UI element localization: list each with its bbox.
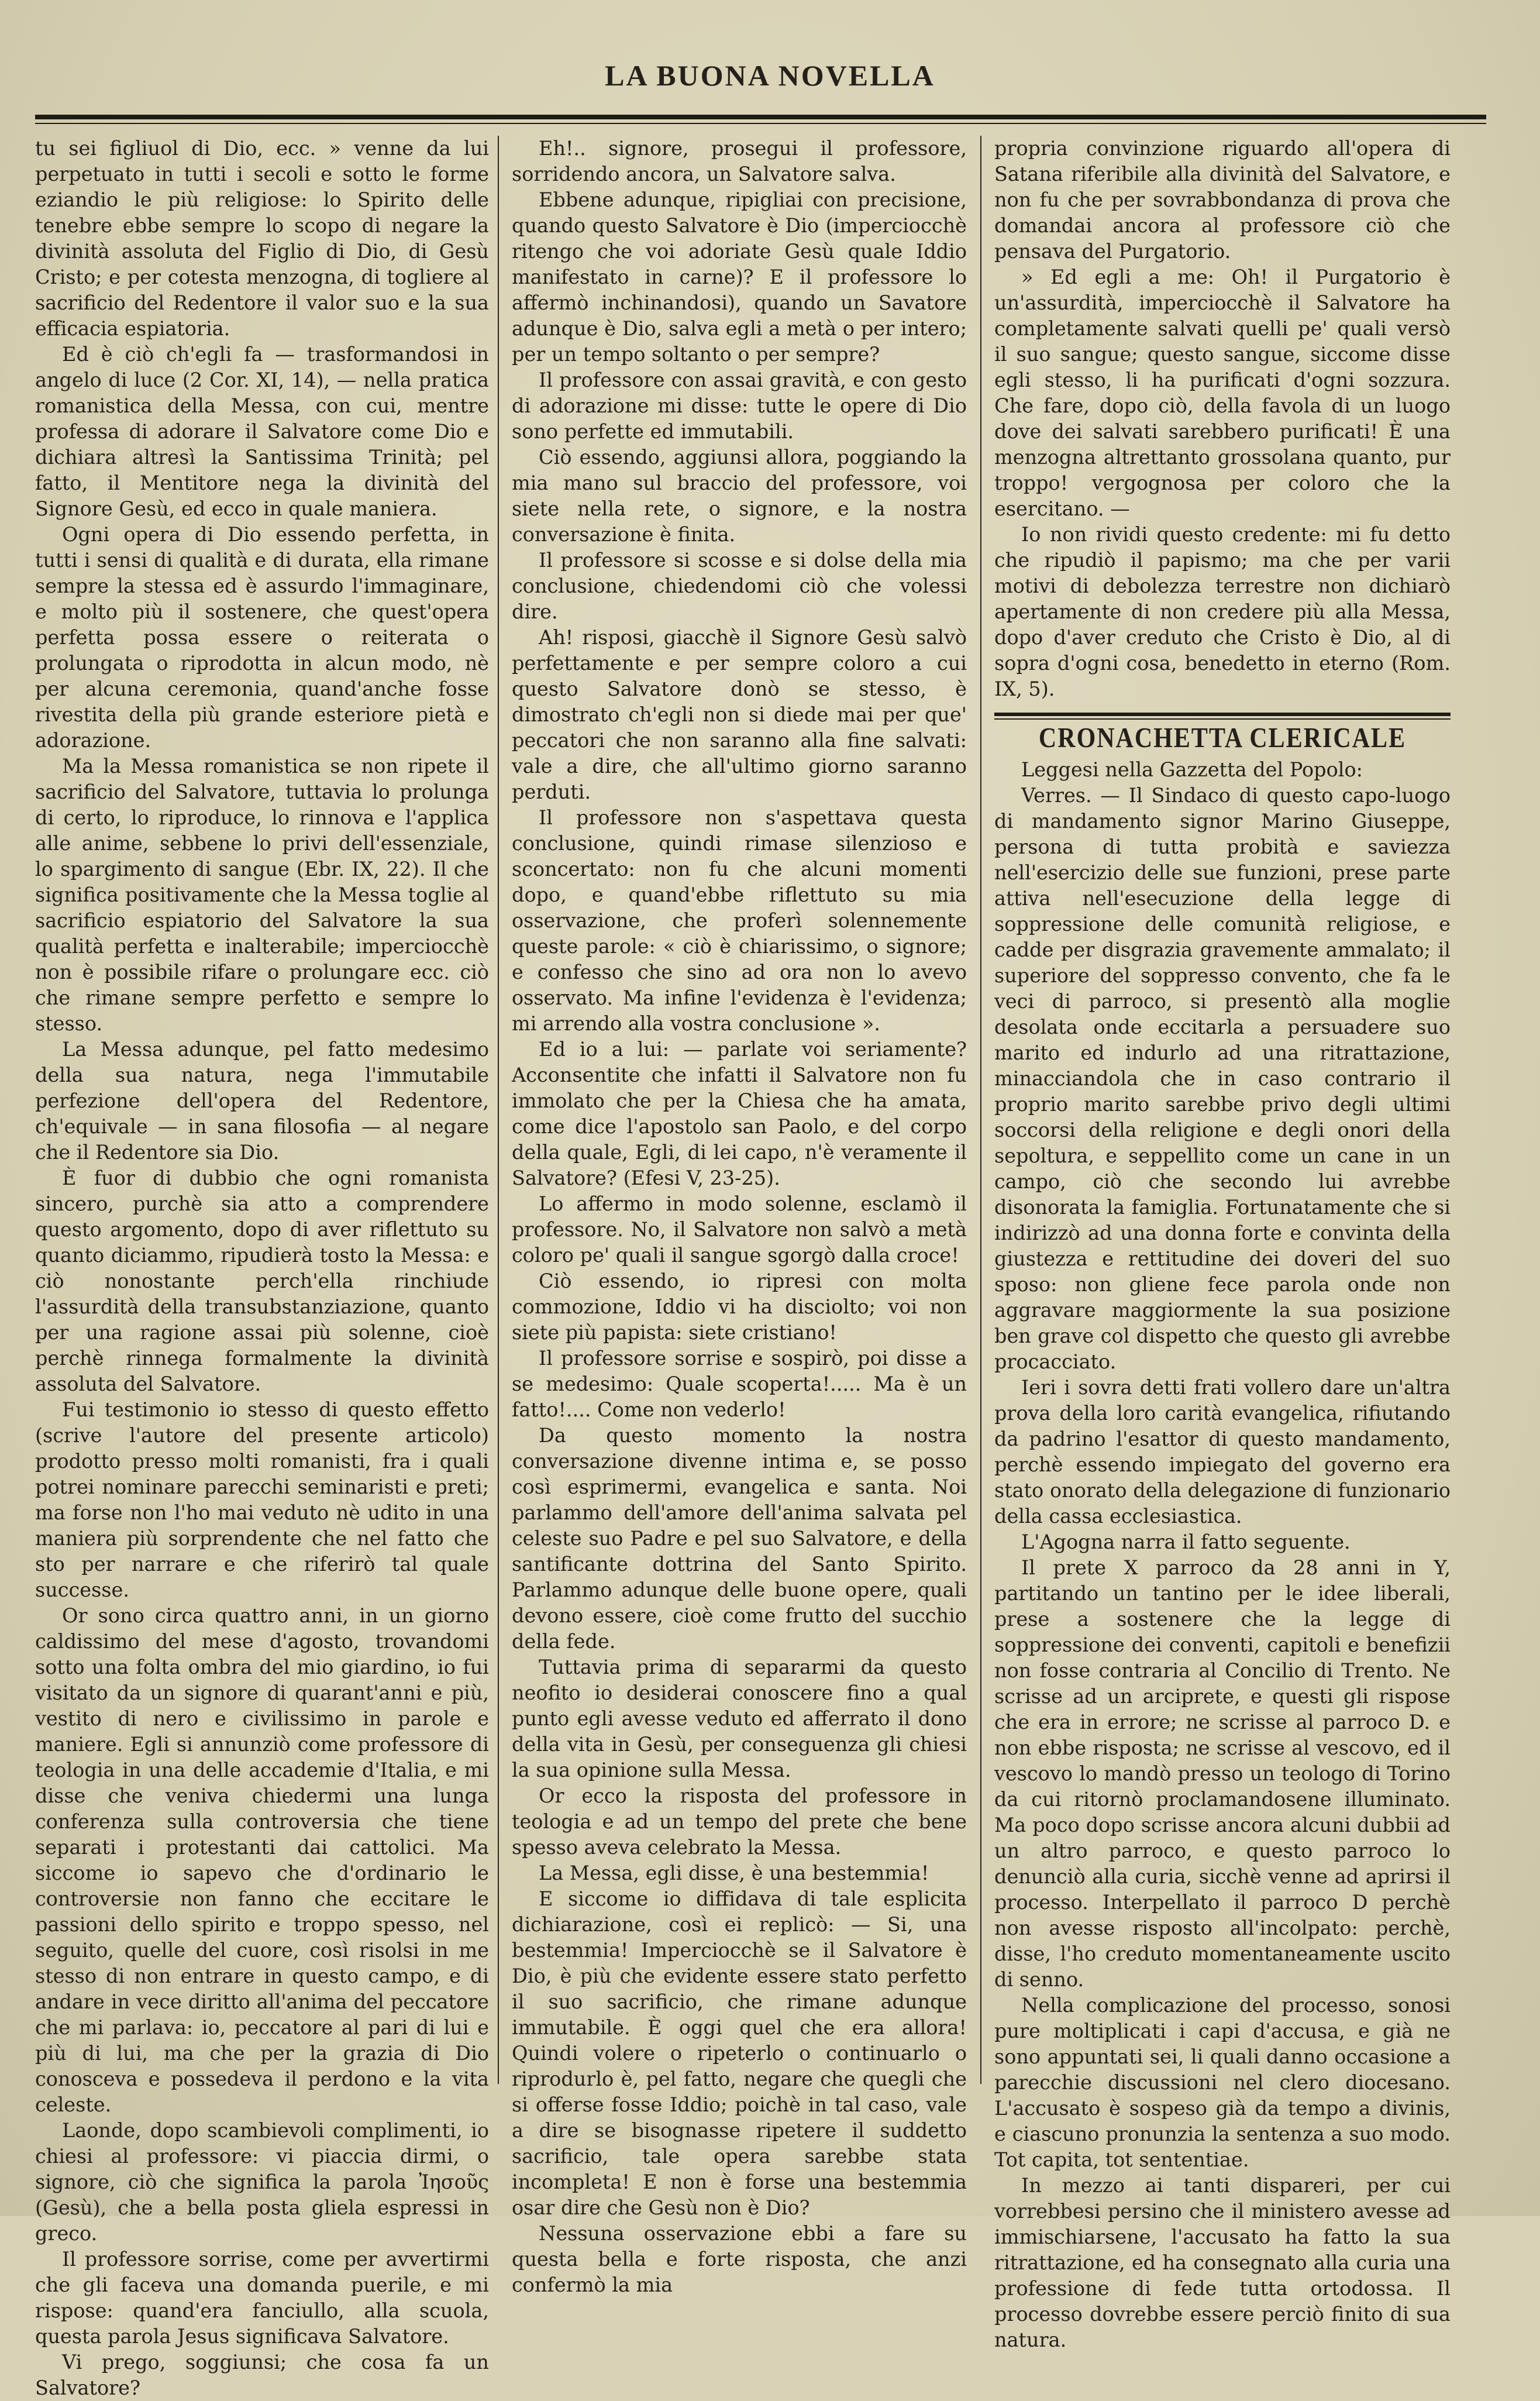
paragraph: Il professore sorrise, come per avvertirmi che gli faceva una domanda puerile, e mi rispose: quand'era fanciullo, alla scuola, questa parola Jesus significava Salvatore. (35, 2248, 489, 2348)
paragraph: Il prete X parroco da 28 anni in Y, partitando un tantino per le idee liberali, prese a sostenere che la legge di soppressione dei conventi, capitoli e benefizii non fosse contraria al Concilio di Trento. Ne scrisse ad un arciprete, e questi gli rispose che era in errore; ne scrisse al parroco D. e non ebbe risposta; ne scrisse al vescovo, ed il vescovo lo mandò presso un teologo di Torino da cui ritornò proclamandosene illuminato. Ma poco dopo scrisse ancora alcuni dubbii ad un altro parroco, e questo parroco lo denunciò alla curia, sicchè venne ad aprirsi il processo. Interpellato il parroco D perchè non avesse risposto all'incolpato: perchè, disse, l'ho creduto momentaneamente uscito di senno. (994, 1556, 1451, 1991)
masthead-rule-thick (35, 115, 1486, 119)
paragraph: Nella complicazione del processo, sonosi pure moltiplicati i capi d'accusa, e già ne sono appuntati sei, li quali danno occasione a parecchie discussioni nel clero diocesano. L'accusato è sospeso già da tempo a divinis, e ciascuno pronunzia la sentenza a suo modo. Tot capita, tot sententiae. (994, 1994, 1451, 2171)
paragraph: Tuttavia prima di separarmi da questo neofito io desiderai conoscere fino a qual punto egli avesse veduto ed afferrato il dono della vita in Gesù, per conseguenza gli chiesi la sua opinione sulla Messa. (512, 1656, 967, 1781)
paragraph: Il professore non s'aspettava questa conclusione, quindi rimase silenzioso e sconcertato: non fu che alcuni momenti dopo, e quand'ebbe riflettuto su mia osservazione, che proferì solennemente queste parole: « ciò è chiarissimo, o signore; e confesso che sino ad ora non lo avevo osservato. Ma infine l'evidenza è l'evidenza; mi arrendo alla vostra conclusione ». (512, 806, 967, 1035)
paragraph: Il professore si scosse e si dolse della mia conclusione, chiedendomi ciò che volessi dire. (512, 549, 967, 623)
paragraph: Fui testimonio io stesso di questo effetto (scrive l'autore del presente articolo) prodotto presso molti romanisti, fra i quali potrei nominare parecchi seminaristi e preti; ma forse non l'ho mai veduto nè udito in una maniera più sorprendente che nel fatto che sto per narrare e che riferirò tal quale successe. (35, 1398, 489, 1601)
masthead-title: LA BUONA NOVELLA (605, 59, 935, 92)
paragraph: Ciò essendo, io ripresi con molta commozione, Iddio vi ha disciolto; voi non siete più papista: siete cristiano! (512, 1270, 967, 1344)
section-rule-thin (994, 718, 1451, 720)
paragraph: La Messa, egli disse, è una bestemmia! (539, 1862, 929, 1884)
paragraph: Ieri i sovra detti frati vollero dare un'altra prova della loro carità evangelica, rifiutando da padrino l'esattor di questo mandamento, perchè essendo impiegato del governo era stato onorato della delegazione di funzionario della cassa ecclesiastica. (994, 1376, 1451, 1528)
paragraph: Nessuna osservazione ebbi a fare su questa bella e forte risposta, che anzi confermò la mia (512, 2222, 967, 2296)
paragraph: Il professore con assai gravità, e con gesto di adorazione mi disse: tutte le opere di Dio sono perfette ed immutabili. (512, 369, 967, 443)
paragraph: È fuor di dubbio che ogni romanista sincero, purchè sia atto a comprendere questo argomento, dopo di aver riflettuto su quanto diciammo, ripudierà tosto la Messa: e ciò nonostante perch'ella rinchiude l'assurdità della transubstanziazione, quanto per una ragione assai più solenne, cioè perchè rinnega formalmente la divinità assoluta del Salvatore. (35, 1167, 489, 1395)
paragraph: Leggesi nella Gazzetta del Popolo: (1021, 758, 1363, 781)
paragraph: propria convinzione riguardo all'opera di Satana riferibile alla divinità del Salvatore, e non fu che per sovrabbondanza di prova che domandai ancora al professore ciò che pensava del Purgatorio. (994, 137, 1451, 263)
section-title: CRONACHETTA CLERICALE (1038, 723, 1407, 754)
paragraph: Ogni opera di Dio essendo perfetta, in tutti i sensi di qualità e di durata, ella rimane sempre la stessa ed è assurdo l'immaginare, e molto più il sostenere, che quest'opera perfetta possa essere o reiterata o prolungata o riprodotta in alcun modo, nè per alcuna ceremonia, quand'anche fosse rivestita della più grande esteriore pietà e adorazione. (35, 523, 489, 752)
paragraph: Ed è ciò ch'egli fa — trasformandosi in angelo di luce (2 Cor. XI, 14), — nella pratica romanistica della Messa, con cui, mentre professa di adorare il Salvatore come Dio e dichiara altresì la Santissima Trinità; pel fatto, il Mentitore nega la divinità del Signore Gesù, ed ecco in quale maniera. (35, 343, 489, 520)
paragraph: Or sono circa quattro anni, in un giorno caldissimo del mese d'agosto, trovandomi sotto una folta ombra del mio giardino, io fui visitato da un signore di quarant'anni e più, vestito di nero e civilissimo in parole e maniere. Egli si annunziò come professore di teologia in una delle accademie d'Italia, e mi disse che veniva chiedermi una lunga conferenza sulla controversia che tiene separati i protestanti dai cattolici. Ma siccome io sapevo che d'ordinario le controversie non fanno che eccitare le passioni dello spirito e troppo spesso, nel seguito, quelle del cuore, così risolsi in me stesso di non entrare in questo campo, e di andare in vece diritto all'anima del peccatore che mi parlava: io, peccatore al pari di lui e più di lui, ma che per la grazia di Dio conosceva e possedeva il perdono e la vita celeste. (35, 1604, 489, 2116)
paragraph: Ah! risposi, giacchè il Signore Gesù salvò perfettamente e per sempre coloro a cui questo Salvatore donò se stesso, è dimostrato ch'egli non si diede mai per que' peccatori che non saranno alla fine salvati: vale a dire, che all'ultimo giorno saranno perduti. (512, 626, 967, 803)
paragraph: Il professore sorrise e sospirò, poi disse a se medesimo: Quale scoperta!..... Ma è un fatto!.... Come non vederlo! (512, 1347, 967, 1421)
paragraph: L'Agogna narra il fatto seguente. (1021, 1530, 1350, 1553)
paragraph: » Ed egli a me: Oh! il Purgatorio è un'assurdità, imperciocchè il Salvatore ha completamente salvati quelli pe' quali versò il suo sangue; questo sangue, siccome disse egli stesso, li ha purificati d'ogni sozzura. Che fare, dopo ciò, della favola di un luogo dove dei salvati sarebbero purificati! È una menzogna altrettanto grossolana quanto, pur troppo! vergognosa per coloro che la esercitano. — (994, 266, 1451, 520)
paragraph: Da questo momento la nostra conversazione divenne intima e, se posso così esprimermi, evangelica e santa. Noi parlammo dell'amore dell'anima salvata pel celeste suo Padre e pel suo Salvatore, e della santificante dottrina del Santo Spirito. Parlammo adunque delle buone opere, quali devono essere, cioè come frutto del succhio della fede. (512, 1424, 967, 1653)
paragraph: Ciò essendo, aggiunsi allora, poggiando la mia mano sul braccio del professore, voi siete nella rete, o signore, e la nostra conversazione è finita. (512, 446, 967, 546)
paragraph: E siccome io diffidava di tale esplicita dichiarazione, così ei replicò: — Si, una bestemmia! Imperciocchè se il Salvatore è Dio, è più che evidente essere stato perfetto il suo sacrificio, che rimane adunque immutabile. È oggi quel che era allora! Quindi volere o ripeterlo o continuarlo o riprodurlo è, pel fatto, negare che quegli che si offerse fosse Iddio; poichè in tal caso, vale a dire se bisognasse ripetere il suddetto sacrificio, tale opera sarebbe stata incompleta! E non è forse una bestemmia osar dire che Gesù non è Dio? (512, 1887, 967, 2219)
paragraph: Lo affermo in modo solenne, esclamò il professore. No, il Salvatore non salvò a metà coloro pe' quali il sangue sgorgò dalla croce! (512, 1192, 967, 1267)
section-rule-thick (994, 713, 1451, 716)
paragraph: Verres. — Il Sindaco di questo capo-luogo di mandamento signor Marino Giuseppe, persona di tutta probità e saviezza nell'esercizio delle sue funzioni, prese parte attiva nell'esecuzione della legge di soppressione delle comunità religiose, e cadde per disgrazia gravemente ammalato; il superiore del soppresso convento, che fa le veci di parroco, si presentò alla moglie desolata onde eccitarla a persuadere suo marito ed indurlo ad una ritrattazione, minacciandola che in caso contrario il proprio marito sarebbe privo degli ultimi soccorsi della religione e degli onori della sepoltura, e seppellito come un cane in un campo, ciò che secondo lui avrebbe disonorata la famiglia. Fortunatamente che si indirizzò ad una donna forte e convinta della giustezza e rettitudine dei doveri del suo sposo: non gliene fece parola onde non aggravare maggiormente la sua posizione ben grave col dispetto che questo gli avrebbe procacciato. (994, 784, 1451, 1373)
paragraph: tu sei figliuol di Dio, ecc. » venne da lui perpetuato in tutti i secoli e sotto le forme eziandio le più religiose: lo Spirito delle tenebre ebbe sempre lo scopo di negare la divinità assoluta del Figlio di Dio, di Gesù Cristo; e per cotesta menzogna, di togliere al sacrificio del Redentore il valor suo e la sua efficacia espiatoria. (35, 137, 489, 340)
column-divider (498, 136, 499, 2084)
masthead-rule-thin (35, 123, 1486, 124)
column-2 (512, 136, 967, 2296)
paragraph: La Messa adunque, pel fatto medesimo della sua natura, nega l'immutabile perfezione dell'opera del Redentore, ch'equivale — in sana filosofia — al negare che il Redentore sia Dio. (35, 1038, 489, 1164)
column-divider (980, 136, 981, 2084)
column-1 (35, 136, 489, 2399)
paragraph: Ebbene adunque, ripigliai con precisione, quando questo Salvatore è Dio (imperciocchè ritengo che voi adoriate Gesù quale Iddio manifestato in carne)? E il professore lo affermò inchinandosi), quando un Savatore adunque è Dio, salva egli a metà o per intero; per un tempo soltanto o per sempre? (512, 188, 967, 366)
paragraph: Or ecco la risposta del professore in teologia e ad un tempo del prete che bene spesso aveva celebrato la Messa. (512, 1784, 967, 1859)
paragraph: Laonde, dopo scambievoli complimenti, io chiesi al professore: vi piaccia dirmi, o signore, ciò che significa la parola Ἰησοῦς (Gesù), che a bella posta gliela espressi in greco. (35, 2119, 489, 2245)
column-3 (994, 136, 1451, 2351)
paragraph: Ma la Messa romanistica se non ripete il sacrificio del Salvatore, tuttavia lo prolunga di certo, lo riproduce, lo rinnova e l'applica alle anime, sebbene lo privi dell'essenziale, lo spargimento di sangue (Ebr. IX, 22). Il che significa positivamente che la Messa toglie al sacrificio espiatorio del Salvatore la sua qualità perfetta e inalterabile; imperciocchè non è possibile rifare o prolungare ecc. ciò che rimane sempre perfetto e sempre lo stesso. (35, 755, 489, 1035)
paragraph: Eh!.. signore, prosegui il professore, sorridendo ancora, un Salvatore salva. (512, 137, 967, 185)
paragraph: Ed io a lui: — parlate voi seriamente? Acconsentite che infatti il Salvatore non fu immolato che per la Chiesa che ha amata, come dice l'apostolo san Paolo, e del corpo della quale, Egli, di lei capo, n'è veramente il Salvatore? (Efesi V, 23-25). (512, 1038, 967, 1189)
paragraph: Io non rividi questo credente: mi fu detto che ripudiò il papismo; ma che per varii motivi di debolezza terrestre non dichiarò apertamente di non credere più alla Messa, dopo d'aver creduto che Cristo è Dio, al di sopra d'ogni cosa, benedetto in eterno (Rom. IX, 5). (994, 523, 1451, 700)
paragraph: Vi prego, soggiunsi; che cosa fa un Salvatore? (35, 2351, 489, 2399)
paragraph: In mezzo ai tanti dispareri, per cui vorrebbesi persino che il ministero avesse ad immischiarsene, l'accusato ha fatto la sua ritrattazione, ed ha consegnato alla curia una professione di fede tutta ortodossa. Il processo dovrebbe essere perciò finito di sua natura. (994, 2174, 1451, 2351)
